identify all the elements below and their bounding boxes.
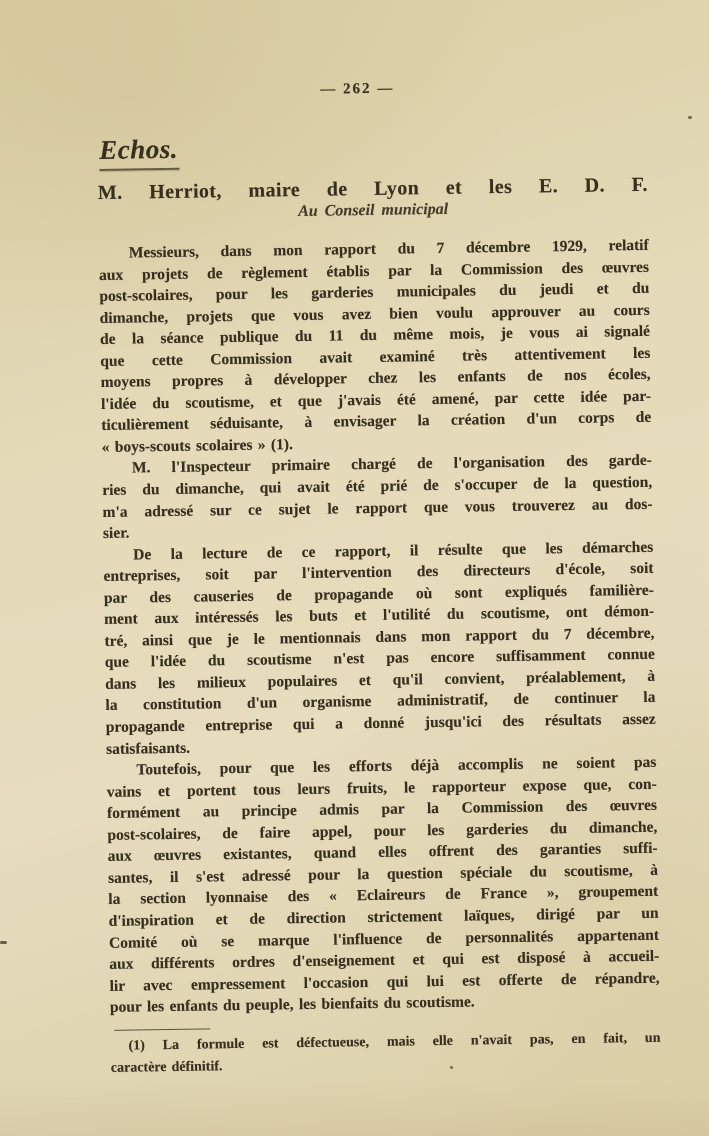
text-line: satisfaisants.: [105, 739, 191, 758]
footnote-rule: [114, 1028, 210, 1030]
text-line: d'inspiration et de direction strictement laïques, dirigé par un: [108, 904, 659, 930]
page-content: [95, 0, 662, 1136]
text-line: m'a adressé sur ce sujet le rapport que vous trouverez au dos-: [102, 495, 653, 521]
text-line: dimanche, projets que vous avez bien voulu approuver au cours: [99, 301, 650, 327]
text-line: la constitution d'un organisme administratif, de continuer la: [105, 689, 656, 715]
text-line: post-scolaires, de faire appel, pour les garderies du dimanche,: [107, 818, 658, 844]
text-line: De la lecture de ce rapport, il résulte que les démarches: [133, 538, 654, 564]
footnote: [110, 1028, 661, 1080]
text-line: vains et portent tous leurs fruits, le rapporteur expose que, con-: [106, 775, 657, 801]
text-line: aux différents ordres d'enseignement et qui est disposé à accueil-: [109, 947, 660, 973]
section-heading: Echos.: [99, 133, 179, 165]
text-line: de la séance publique du 11 du même mois, je vous ai signalé: [99, 322, 651, 349]
paragraph: [102, 450, 653, 544]
text-line: (1) La formule est défectueuse, mais elle n'avait pas, en fait, un: [128, 1030, 661, 1054]
text-line: caractère définitif.: [110, 1059, 223, 1076]
text-line: Messieurs, dans mon rapport du 7 décembre 1929, relatif: [128, 236, 649, 262]
article-body: [99, 235, 660, 1019]
text-line: Toutefois, pour que les efforts déjà accomplis ne soient pas: [136, 753, 657, 779]
paper-speck: [450, 1066, 453, 1069]
article-title: M. Herriot, maire de Lyon et les E. D. F.: [97, 173, 648, 204]
text-line: M. l'Inspecteur primaire chargé de l'organisation des garde-: [131, 452, 653, 477]
text-line: post-scolaires, pour les garderies municipales du jeudi et du: [99, 279, 650, 306]
text-line: l'idée du scoutisme, et que j'avais été amené, par cette idée par-: [100, 387, 652, 413]
text-line: aux projets de règlement établis par la Commission des œuvres: [98, 258, 650, 284]
text-line: la section lyonnaise des « Eclaireurs de France », groupement: [108, 883, 659, 909]
text-line: Comité où se marque l'influence de personnalités appartenant: [108, 926, 660, 952]
text-line: « boys-scouts scolaires » (1).: [101, 436, 294, 456]
text-line: ment aux intéressés les buts et l'utilité du scoutisme, ont démon-: [104, 603, 655, 629]
paper-speck: [0, 941, 7, 944]
text-line: moyens propres à développer chez les enfants de nos écoles,: [100, 366, 651, 392]
text-line: formément au principe admis par la Commission des œuvres: [106, 796, 658, 823]
text-line: par des causeries de propagande où sont expliqués familière-: [103, 581, 654, 607]
text-line: aux œuvres existantes, quand elles offrent des garanties suffi-: [107, 840, 658, 866]
text-line: entreprises, soit par l'intervention des directeurs d'école, soit: [103, 559, 654, 586]
article-subtitle: Au Conseil municipal: [298, 200, 449, 221]
text-line: propagande entreprise qui a donné jusqu'ici des résultats assez: [105, 710, 656, 736]
text-line: sier.: [102, 524, 130, 543]
text-line: tré, ainsi que je le mentionnais dans mon rapport du 7 décembre,: [104, 624, 655, 650]
text-line: ticulièrement séduisante, à envisager la création d'un corps de: [101, 409, 652, 435]
text-line: que l'idée du scoutisme n'est pas encore suffisamment connue: [104, 646, 655, 672]
page-number: — 262 —: [320, 80, 395, 98]
text-line: lir avec empressement l'occasion qui lui est offerte de répandre,: [109, 969, 660, 995]
text-line: dans les milieux populaires et qu'il convient, préalablement, à: [105, 667, 656, 693]
text-line: pour les enfants du peuple, les bienfaits du scoutisme.: [109, 993, 475, 1017]
text-line: ries du dimanche, qui avait été prié de s'occuper de la question,: [102, 473, 653, 499]
section-heading-underline: [100, 168, 180, 171]
paragraph: [103, 536, 656, 760]
text-line: santes, il s'est adressé pour la question spéciale du scoutisme, à: [107, 861, 659, 887]
text-line: que cette Commission avait examiné très attentivement les: [100, 344, 651, 370]
paragraph: [99, 235, 652, 459]
paragraph: [106, 752, 660, 1019]
paper-speck: [688, 116, 692, 119]
